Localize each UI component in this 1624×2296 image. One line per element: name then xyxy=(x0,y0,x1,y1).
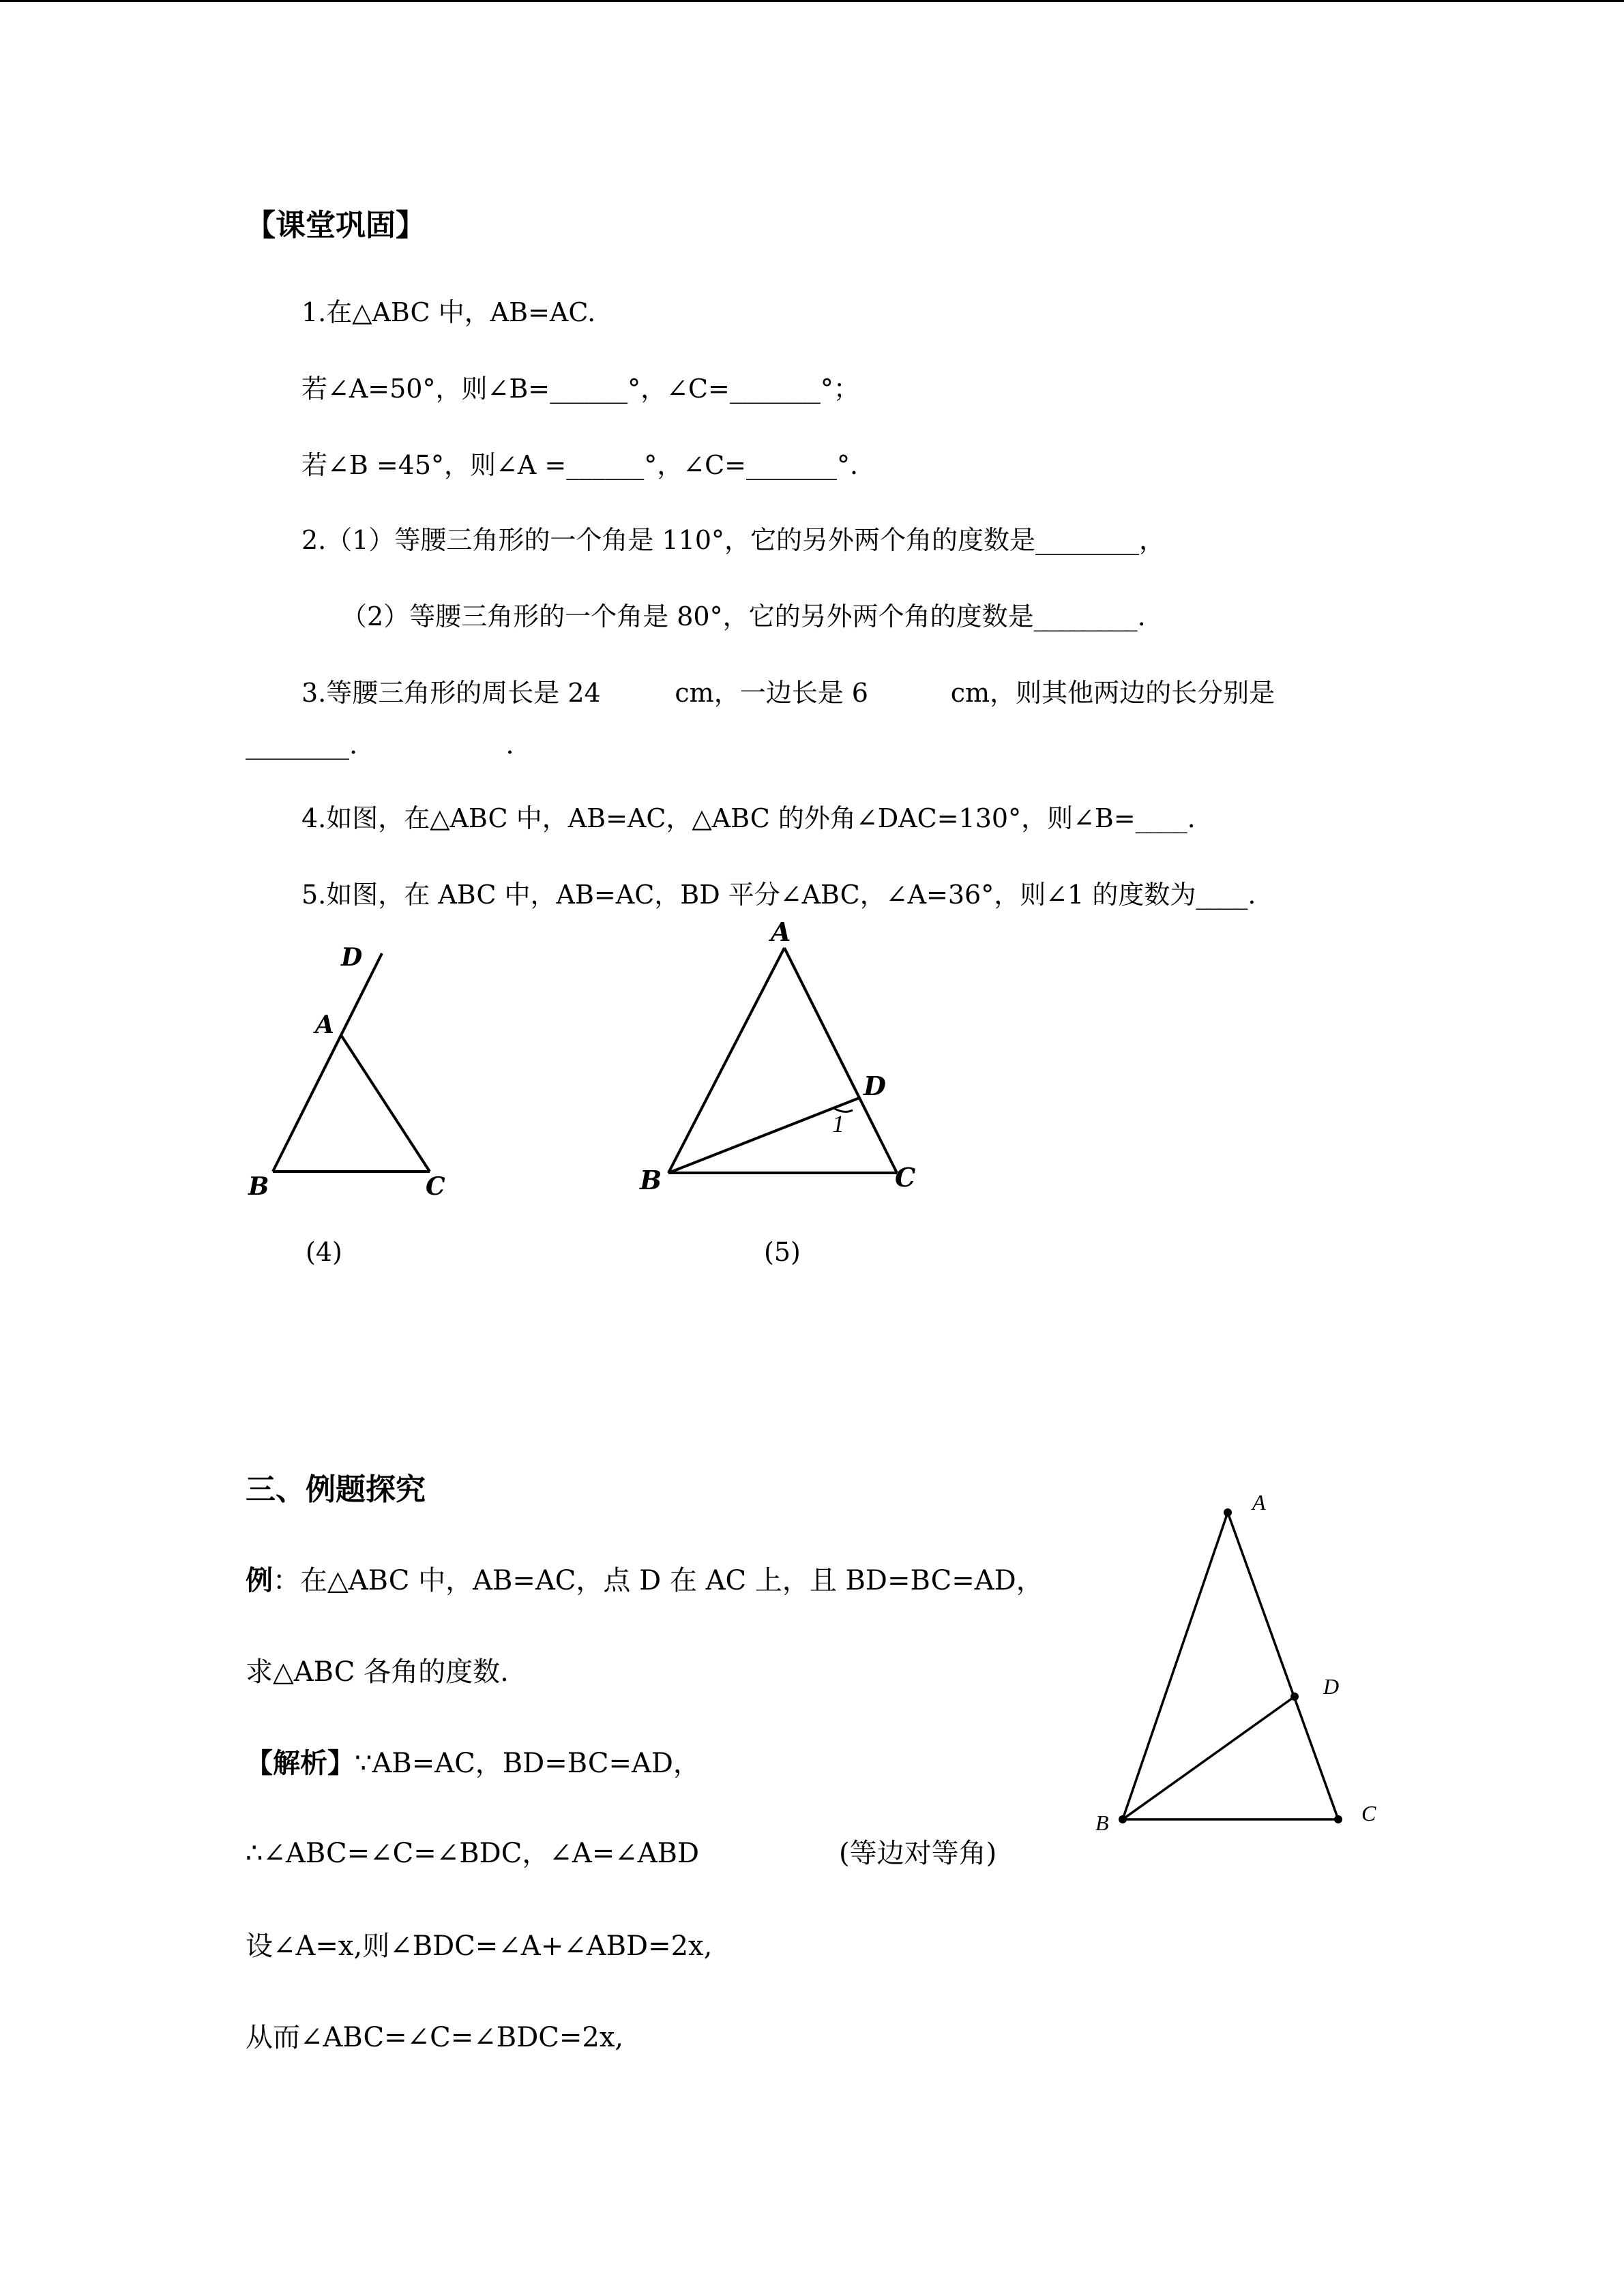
point-A xyxy=(1224,1508,1232,1517)
question-1a: 若∠A=50°，则∠B=______°，∠C=_______°； xyxy=(301,374,859,404)
label-D: D xyxy=(341,943,363,972)
example-label: 例 xyxy=(246,1564,273,1596)
label-A: A xyxy=(315,1011,334,1039)
question-1b: 若∠B =45°，则∠A =______°，∠C=_______°. xyxy=(301,450,859,480)
question-1: 1.在△ABC 中，AB=AC. xyxy=(301,297,596,327)
label-A: A xyxy=(771,916,791,947)
point-B xyxy=(1119,1815,1127,1823)
example-figure-triangle xyxy=(1078,1487,1391,1841)
label-A: A xyxy=(1252,1490,1266,1515)
question-4: 4.如图，在△ABC 中，AB=AC，△ABC 的外角∠DAC=130°，则∠B=____. xyxy=(301,803,1196,833)
analysis-line1: ∴∠ABC=∠C=∠BDC，∠A=∠ABD xyxy=(246,1838,700,1869)
question-5: 5.如图，在 ABC 中，AB=AC，BD 平分∠ABC，∠A=36°，则∠1 的度数为____. xyxy=(301,880,1256,910)
question-3-line1: 3.等腰三角形的周长是 24 cm，一边长是 6 cm，则其他两边的长分别是 xyxy=(301,678,1275,708)
line-AB xyxy=(668,948,784,1173)
top-border xyxy=(0,0,1624,2)
figure-4-triangle xyxy=(239,941,471,1214)
figure-5-caption: (5) xyxy=(764,1237,801,1267)
line-BD xyxy=(1123,1697,1295,1819)
line-AC xyxy=(1228,1512,1338,1819)
figure-4-caption: (4) xyxy=(306,1237,342,1267)
label-D: D xyxy=(863,1071,886,1101)
analysis-line0 xyxy=(246,1747,700,1780)
label-C: C xyxy=(895,1162,916,1193)
label-B: B xyxy=(248,1172,269,1201)
section-title-examples: 三、例题探究 xyxy=(246,1472,426,1507)
label-D: D xyxy=(1323,1674,1340,1699)
question-3-line2: ________. . xyxy=(246,730,514,760)
label-C: C xyxy=(1361,1801,1376,1825)
analysis-line3: 从而∠ABC=∠C=∠BDC=2x, xyxy=(246,2022,624,2053)
example-text: ：在△ABC 中，AB=AC，点 D 在 AC 上，且 BD=BC=AD， xyxy=(273,1565,1044,1596)
point-C xyxy=(1334,1815,1342,1823)
label-angle-1: 1 xyxy=(832,1110,844,1137)
analysis-line2: 设∠A=x,则∠BDC=∠A+∠ABD=2x, xyxy=(246,1930,713,1962)
line-DB xyxy=(273,953,382,1172)
analysis-label: 【解析】 xyxy=(246,1747,355,1779)
line-AC xyxy=(784,948,897,1173)
question-2a: 2.（1）等腰三角形的一个角是 110°，它的另外两个角的度数是________， xyxy=(301,525,1166,555)
analysis-text: ∵AB=AC，BD=BC=AD， xyxy=(355,1748,700,1779)
label-B: B xyxy=(640,1165,662,1195)
line-BD xyxy=(668,1098,859,1173)
analysis-line1-note: (等边对等角) xyxy=(839,1838,997,1869)
example-statement-line2: 求△ABC 各角的度数. xyxy=(246,1656,509,1688)
line-AB xyxy=(1123,1512,1228,1819)
line-AC xyxy=(341,1035,430,1172)
example-statement xyxy=(246,1564,1044,1597)
question-2b: （2）等腰三角形的一个角是 80°，它的另外两个角的度数是________. xyxy=(341,601,1146,631)
label-C: C xyxy=(426,1172,445,1201)
point-D xyxy=(1290,1693,1299,1701)
label-B: B xyxy=(1095,1810,1109,1835)
section-title-consolidation: 【课堂巩固】 xyxy=(246,208,426,243)
figure-5-triangle xyxy=(628,916,941,1207)
